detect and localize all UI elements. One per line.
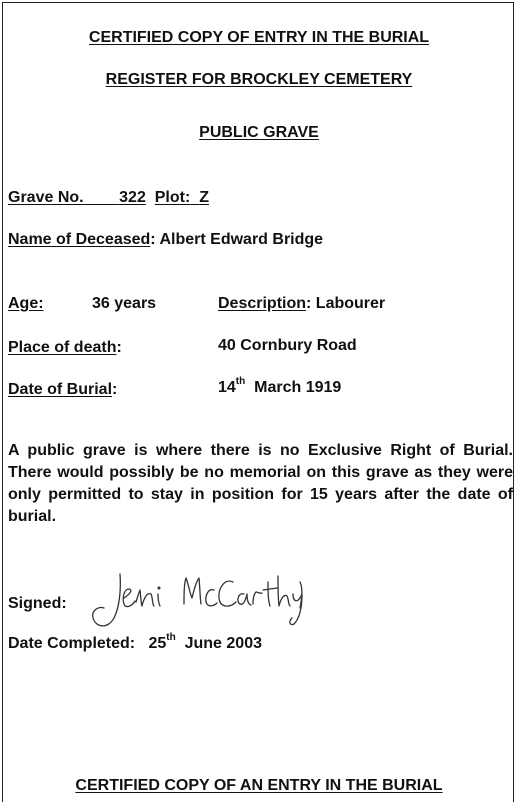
description-label: Description <box>218 295 307 312</box>
plot-field <box>155 189 209 206</box>
description-value: Labourer <box>315 295 386 312</box>
plot-value: Z <box>199 189 209 206</box>
header-line-1: CERTIFIED COPY OF ENTRY IN THE BURIAL <box>88 29 430 46</box>
burial-day-suffix: th <box>235 376 246 387</box>
burial-month-year: March 1919 <box>254 379 342 396</box>
grave-number-field <box>8 189 146 206</box>
age-label: Age: <box>8 295 44 312</box>
place-of-death-row: Place of death: <box>8 339 122 356</box>
description-row: Description: Labourer <box>218 295 386 312</box>
completed-day-suffix: th <box>166 632 176 643</box>
grave-number-row <box>8 190 209 206</box>
deceased-name-row: Name of Deceased: Albert Edward Bridge <box>8 231 324 248</box>
deceased-name-value: Albert Edward Bridge <box>159 231 324 248</box>
date-of-burial-label: Date of Burial <box>8 381 113 398</box>
plot-label: Plot: <box>154 189 191 206</box>
burial-day: 14 <box>218 379 236 396</box>
date-of-burial-value <box>218 376 342 396</box>
date-completed-row <box>8 632 262 652</box>
date-of-burial-row: Date of Burial: <box>8 381 118 398</box>
grave-number-value: 322 <box>119 189 146 206</box>
document-border <box>2 2 514 802</box>
footer-line-1: CERTIFIED COPY OF AN ENTRY IN THE BURIAL <box>75 777 443 794</box>
completed-month-year: June 2003 <box>184 635 262 652</box>
age-value: 36 years <box>92 295 157 312</box>
place-of-death-label: Place of death <box>8 339 117 356</box>
deceased-name-label: Name of Deceased <box>8 231 151 248</box>
header-line-2: REGISTER FOR BROCKLEY CEMETERY <box>105 71 413 88</box>
place-of-death-value: 40 Cornbury Road <box>218 337 357 354</box>
date-completed-label: Date Completed: <box>8 635 136 652</box>
handwritten-signature <box>88 568 318 632</box>
grave-number-label: Grave No. <box>8 189 84 206</box>
signed-label: Signed: <box>8 595 67 612</box>
public-grave-notice: A public grave is where there is no Exclusive Right of Burial. There would possibly be no memorial on this grave as they were only permitted to stay in position for 15 years after the date of burial. <box>8 442 513 525</box>
completed-day: 25 <box>148 635 167 652</box>
grave-type-heading: PUBLIC GRAVE <box>199 124 319 141</box>
